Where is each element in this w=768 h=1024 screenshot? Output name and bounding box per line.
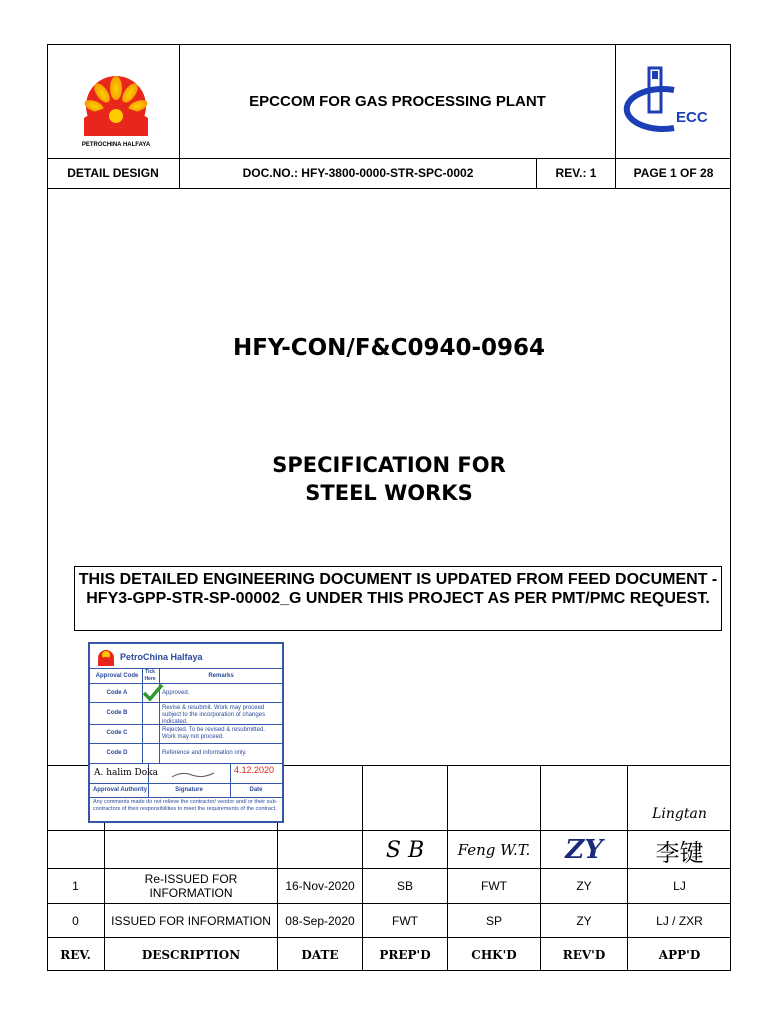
stamp-col-authority: Approval Authority [92, 787, 148, 793]
stamp-remark-a: Approved. [162, 690, 190, 696]
ecc-logo [622, 66, 722, 138]
stamp-code-b: Code B [106, 710, 128, 716]
project-title: EPCCOM FOR GAS PROCESSING PLANT [249, 92, 546, 110]
signature-prep: S B [385, 837, 425, 863]
stamp-col-signature: Signature [175, 787, 203, 793]
approval-stamp [88, 642, 284, 823]
cell-chk: FWT [481, 879, 507, 893]
stamp-signature [170, 768, 220, 786]
col-header-date: DATE [301, 947, 339, 962]
cell-app: LJ / ZXR [656, 914, 703, 928]
cell-revd: ZY [576, 914, 592, 928]
update-notice-text: THIS DETAILED ENGINEERING DOCUMENT IS UPDATED FROM FEED DOCUMENT - HFY3-GPP-STR-SP-00002_G UNDER THIS PROJECT AS PER PMT/PMC REQUEST. [78, 571, 718, 607]
stamp-col-approval-code: Approval Code [95, 673, 139, 679]
detail-design-label: DETAIL DESIGN [67, 166, 159, 180]
cell-description: ISSUED FOR INFORMATION [111, 914, 271, 928]
cell-date: 16-Nov-2020 [285, 879, 355, 893]
stamp-col-date: Date [249, 787, 263, 793]
stamp-authority-name: A. halim Doka [94, 768, 158, 778]
col-header-app: APP'D [658, 947, 701, 962]
col-header-rev: REV. [60, 947, 91, 962]
ecc-logo-text: ECC [676, 109, 708, 126]
cell-description: Re-ISSUED FOR INFORMATION [144, 872, 238, 900]
cell-app: LJ [673, 879, 686, 893]
signature-chk: Feng W.T. [457, 841, 531, 859]
cell-rev: 1 [72, 879, 79, 893]
stamp-remark-c: Rejected. To be revised & resubmitted. Work may not proceed. [162, 727, 265, 740]
contract-number: HFY-CON/F&C0940-0964 [232, 335, 546, 361]
document-title-line2: STEEL WORKS [305, 481, 473, 505]
signature-app: 李键 [655, 838, 704, 867]
signature-app-upper: Lingtan [652, 806, 707, 822]
stamp-date: 4.12.2020 [234, 765, 275, 775]
cell-revd: ZY [576, 879, 592, 893]
stamp-code-d: Code D [106, 750, 128, 756]
stamp-company: PetroChina Halfaya [120, 652, 203, 662]
table-rule [47, 830, 731, 831]
col-header-description: DESCRIPTION [141, 947, 241, 962]
signature-rev: ZY [565, 835, 603, 865]
update-notice [74, 566, 722, 631]
document-title-line1: SPECIFICATION FOR [272, 453, 506, 477]
cell-prep: FWT [392, 914, 418, 928]
cell-prep: SB [396, 879, 413, 893]
stamp-col-tick: Tick Here [144, 669, 156, 682]
revision-number: REV.: 1 [555, 166, 597, 180]
check-mark-icon [142, 684, 164, 707]
stamp-footnote: Any comments made do not relieve the contractor/ vendor and/ or their sub-contractors of their responsibilities to meet the requirements of the contract. [93, 799, 278, 812]
petrochina-logo [70, 66, 162, 148]
stamp-code-a: Code A [106, 690, 128, 696]
page-indicator: PAGE 1 OF 28 [633, 166, 714, 180]
cell-rev: 0 [72, 914, 79, 928]
stamp-code-c: Code C [106, 730, 128, 736]
header-rule [47, 188, 731, 189]
col-header-chk: CHK'D [471, 947, 517, 962]
cell-date: 08-Sep-2020 [285, 914, 355, 928]
logo-caption: PETROCHINA HALFAYA [81, 142, 151, 148]
cell-chk: SP [485, 914, 502, 928]
col-header-revd: REV'D [562, 947, 606, 962]
col-header-prep: PREP'D [379, 947, 431, 962]
document-number: DOC.NO.: HFY-3800-0000-STR-SPC-0002 [242, 166, 474, 180]
stamp-remark-d: Reference and information only. [162, 750, 247, 756]
stamp-col-remarks: Remarks [208, 673, 234, 679]
stamp-remark-b: Revise & resubmit. Work may proceed subject to the incorporation of changes indicated. [162, 705, 266, 725]
